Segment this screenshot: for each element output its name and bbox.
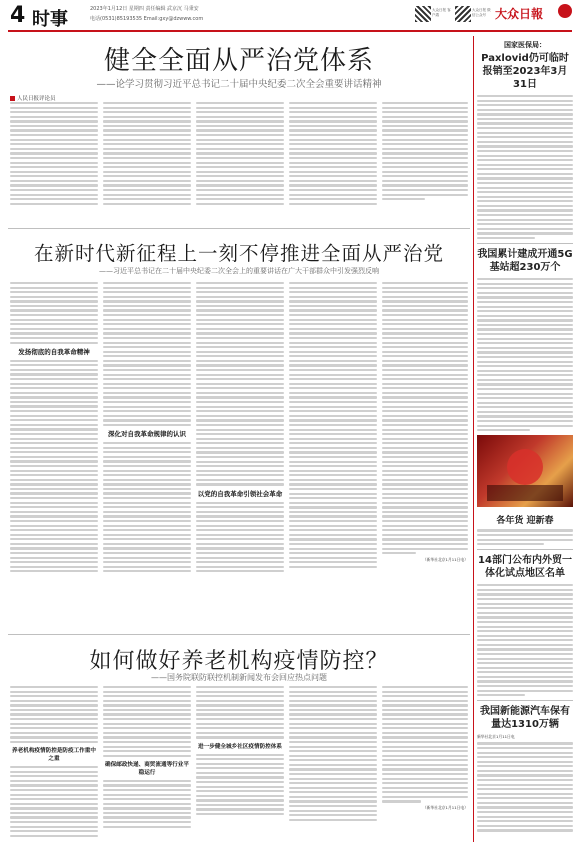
story2-subtitle: ——习近平总书记在二十届中央纪委二次全会上的重要讲话在广大干部群众中引发强烈反响 xyxy=(99,267,379,275)
photo-caption: 各年货 迎新春 xyxy=(496,516,554,527)
sidebar-item1-title: Paxlovid仍可临时报销至2023年3月31日 xyxy=(481,53,569,90)
sidebar-item3-title: 14部门公布内外贸一体化试点地区名单 xyxy=(478,555,572,580)
qr-code-2 xyxy=(455,6,471,22)
story3-body xyxy=(10,686,468,841)
story2-section-1: 发扬彻底的自我革命精神 xyxy=(18,347,90,356)
byline-marker-icon xyxy=(10,96,15,101)
story3-credit: （新华社北京1月11日电） xyxy=(422,805,468,811)
story2-section-2: 深化对自我革命规律的认识 xyxy=(108,430,186,439)
story2-title: 在新时代新征程上一刻不停推进全面从严治党 xyxy=(33,242,444,265)
lead-body xyxy=(10,102,468,222)
story2-section-3: 以党的自我革命引领社会革命 xyxy=(197,489,283,498)
header-contact-line: 电话(0531)85193535 Email:gxy@dzwww.com xyxy=(90,16,204,22)
story-3 xyxy=(8,638,470,843)
lead-story xyxy=(8,36,470,226)
qr-code-1 xyxy=(415,6,431,22)
qr-caption-1: 大众日报 客户端 xyxy=(432,8,451,17)
header-info-line: 2023年1月12日 星期四 责任编辑 武京沉 马秉安 xyxy=(90,6,199,12)
story2-credit: （新华社北京1月11日电） xyxy=(422,556,468,562)
story2-body xyxy=(10,282,468,632)
story3-section-2: 确保邮政快递、商贸流通等行业平稳运行 xyxy=(105,761,189,776)
story-2 xyxy=(8,232,470,632)
paper-seal-icon xyxy=(558,4,572,18)
section-label: 时事 xyxy=(32,9,68,30)
story3-subtitle: ——国务院联防联控机制新闻发布会回应热点问题 xyxy=(151,673,327,682)
story3-section-1: 养老机构疫情防控是防疫工作重中之重 xyxy=(12,748,96,763)
sidebar-credit: 新华社北京1月11日电 xyxy=(477,734,515,740)
news-photo xyxy=(477,435,573,507)
page-number: 4 xyxy=(10,3,26,28)
lead-byline xyxy=(10,94,56,102)
lead-byline-text: 人民日报评论员 xyxy=(17,96,56,102)
sidebar-item2-title: 我国累计建成开通5G基站超230万个 xyxy=(477,249,573,274)
lead-subtitle: ——论学习贯彻习近平总书记二十届中央纪委二次全会重要讲话精神 xyxy=(96,79,382,90)
paper-name-logo: 大众日報 xyxy=(495,7,544,21)
sidebar-kicker: 国家医保局： xyxy=(504,41,546,49)
lead-title: 健全全面从严治党体系 xyxy=(103,46,374,76)
sidebar-item4-title: 我国新能源汽车保有量达1310万辆 xyxy=(480,706,570,731)
sidebar xyxy=(477,36,573,844)
story3-title: 如何做好养老机构疫情防控？ xyxy=(89,649,389,674)
story3-section-3: 进一步健全城乡社区疫情防控体系 xyxy=(198,743,282,750)
qr-caption-2: 大众日报 微信公众号 xyxy=(472,8,491,17)
